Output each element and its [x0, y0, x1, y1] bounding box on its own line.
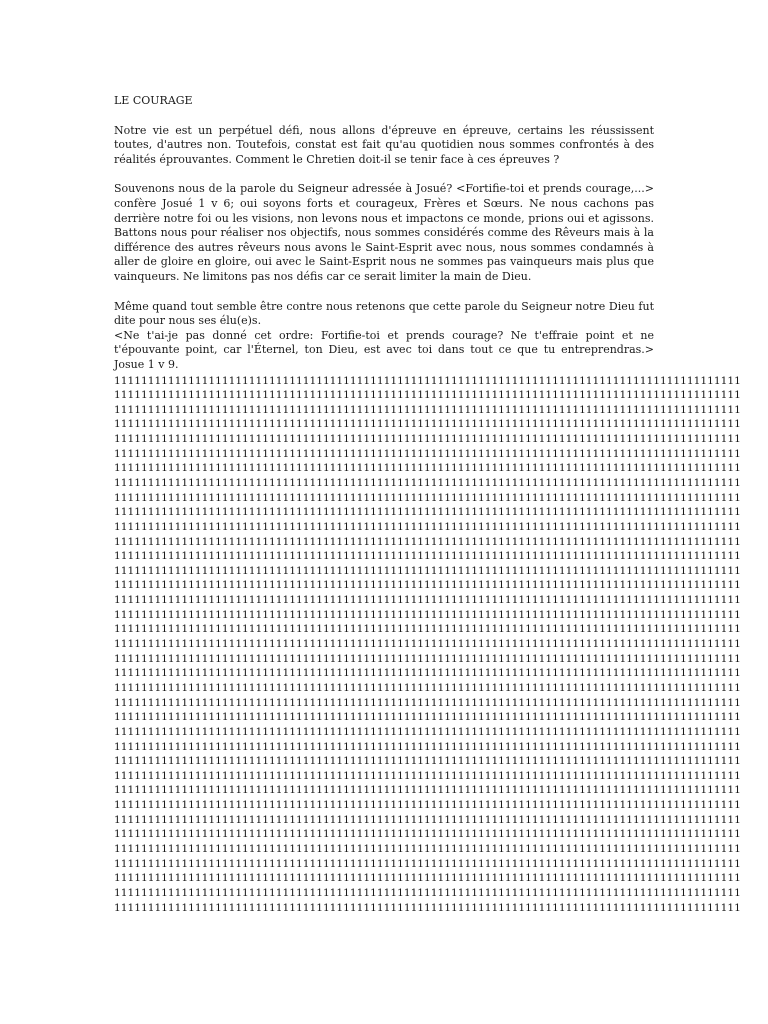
- filler-ones-line: 111111111111111111111111111111111111111111111111111111111111111111111111111111111111111111111: [114, 711, 741, 724]
- filler-ones-line: 111111111111111111111111111111111111111111111111111111111111111111111111111111111111111111111: [114, 843, 741, 855]
- filler-ones-line: 111111111111111111111111111111111111111111111111111111111111111111111111111111111111111111111: [114, 828, 741, 841]
- filler-ones-line: 111111111111111111111111111111111111111111111111111111111111111111111111111111111111111111111: [114, 886, 741, 899]
- filler-ones-line: 111111111111111111111111111111111111111111111111111111111111111111111111111111111111111111111: [114, 476, 741, 489]
- filler-ones-line: 111111111111111111111111111111111111111111111111111111111111111111111111111111111111111111111: [114, 740, 741, 753]
- filler-ones-line: 111111111111111111111111111111111111111111111111111111111111111111111111111111111111111111111: [114, 535, 741, 548]
- filler-ones-line: 111111111111111111111111111111111111111111111111111111111111111111111111111111111111111111111: [114, 652, 741, 665]
- filler-ones-line: 111111111111111111111111111111111111111111111111111111111111111111111111111111111111111111111: [114, 769, 741, 782]
- filler-ones-line: 111111111111111111111111111111111111111111111111111111111111111111111111111111111111111111111: [114, 447, 741, 460]
- filler-ones-line: 111111111111111111111111111111111111111111111111111111111111111111111111111111111111111111111: [114, 506, 741, 519]
- filler-ones-line: 111111111111111111111111111111111111111111111111111111111111111111111111111111111111111111111: [114, 433, 741, 446]
- filler-ones-line: 111111111111111111111111111111111111111111111111111111111111111111111111111111111111111111111: [114, 813, 741, 826]
- filler-ones-line: 111111111111111111111111111111111111111111111111111111111111111111111111111111111111111111111: [114, 667, 741, 680]
- filler-ones-line: 111111111111111111111111111111111111111111111111111111111111111111111111111111111111111111111: [114, 418, 741, 431]
- filler-ones-line: 111111111111111111111111111111111111111111111111111111111111111111111111111111111111111111111: [114, 799, 741, 812]
- paragraph-intro: Notre vie est un perpétuel défi, nous allons d'épreuve en épreuve, certains les réussissent toutes, d'autres non. Toutefois, constat est fait qu'au quotidien nous sommes confrontés à des réalités éprouvantes. Comment le Chretien doit-il se tenir face à ces épreuves ?: [114, 123, 654, 166]
- filler-ones-line: 111111111111111111111111111111111111111111111111111111111111111111111111111111111111111111111: [114, 403, 741, 416]
- filler-ones-line: 111111111111111111111111111111111111111111111111111111111111111111111111111111111111111111111: [114, 638, 741, 651]
- document-title: LE COURAGE: [114, 94, 193, 107]
- filler-ones-line: 111111111111111111111111111111111111111111111111111111111111111111111111111111111111111111111: [114, 564, 741, 577]
- filler-ones-line: 111111111111111111111111111111111111111111111111111111111111111111111111111111111111111111111: [114, 696, 741, 709]
- filler-ones-line: 111111111111111111111111111111111111111111111111111111111111111111111111111111111111111111111: [114, 374, 741, 387]
- paragraph-meme-quand: Même quand tout semble être contre nous retenons que cette parole du Seigneur notre Dieu fut dite pour nous ses élu(e)s.: [114, 299, 654, 328]
- filler-ones-line: 111111111111111111111111111111111111111111111111111111111111111111111111111111111111111111111: [114, 784, 741, 797]
- filler-ones-line: 111111111111111111111111111111111111111111111111111111111111111111111111111111111111111111111: [114, 520, 741, 533]
- filler-ones-line: 111111111111111111111111111111111111111111111111111111111111111111111111111111111111111111111: [114, 681, 741, 694]
- filler-ones-line: 111111111111111111111111111111111111111111111111111111111111111111111111111111111111111111111: [114, 755, 741, 768]
- filler-ones-line: 111111111111111111111111111111111111111111111111111111111111111111111111111111111111111111111: [114, 857, 741, 870]
- filler-ones-block: [114, 374, 741, 916]
- filler-ones-line: 111111111111111111111111111111111111111111111111111111111111111111111111111111111111111111111: [114, 872, 741, 885]
- filler-ones-line: 111111111111111111111111111111111111111111111111111111111111111111111111111111111111111111111: [114, 462, 741, 475]
- filler-ones-line: 111111111111111111111111111111111111111111111111111111111111111111111111111111111111111111111: [114, 608, 741, 621]
- filler-ones-line: 111111111111111111111111111111111111111111111111111111111111111111111111111111111111111111111: [114, 579, 741, 592]
- filler-ones-line: 111111111111111111111111111111111111111111111111111111111111111111111111111111111111111111111: [114, 550, 741, 563]
- filler-ones-line: 111111111111111111111111111111111111111111111111111111111111111111111111111111111111111111111: [114, 901, 741, 914]
- filler-ones-line: 111111111111111111111111111111111111111111111111111111111111111111111111111111111111111111111: [114, 491, 741, 504]
- paragraph-citation: <Ne t'ai-je pas donné cet ordre: Fortifie-toi et prends courage? Ne t'effraie point et ne t'épouvante point, car l'Éternel, ton Dieu, est avec toi dans tout ce que tu entreprendras.> Josue 1 v 9.: [114, 328, 654, 371]
- filler-ones-line: 111111111111111111111111111111111111111111111111111111111111111111111111111111111111111111111: [114, 389, 741, 402]
- paragraph-josue: Souvenons nous de la parole du Seigneur adressée à Josué? <Fortifie-toi et prends courage,...> confère Josué 1 v 6; oui soyons forts et courageux, Frères et Sœurs. Ne nous cachons pas derrière notre foi ou les visions, non levons nous et impactons ce monde, prions oui et agissons. Battons nous pour réaliser nos objectifs, nous sommes considérés comme des Rêveurs mais à la différence des autres rêveurs nous avons le Saint-Esprit avec nous, nous sommes condamnés à aller de gloire en gloire, oui avec le Saint-Esprit nous ne sommes pas vainqueurs mais plus que vainqueurs. Ne limitons pas nos défis car ce serait limiter la main de Dieu.: [114, 182, 654, 283]
- filler-ones-line: 111111111111111111111111111111111111111111111111111111111111111111111111111111111111111111111: [114, 594, 741, 607]
- filler-ones-line: 111111111111111111111111111111111111111111111111111111111111111111111111111111111111111111111: [114, 725, 741, 738]
- filler-ones-line: 111111111111111111111111111111111111111111111111111111111111111111111111111111111111111111111: [114, 623, 741, 636]
- document-page: [114, 94, 741, 915]
